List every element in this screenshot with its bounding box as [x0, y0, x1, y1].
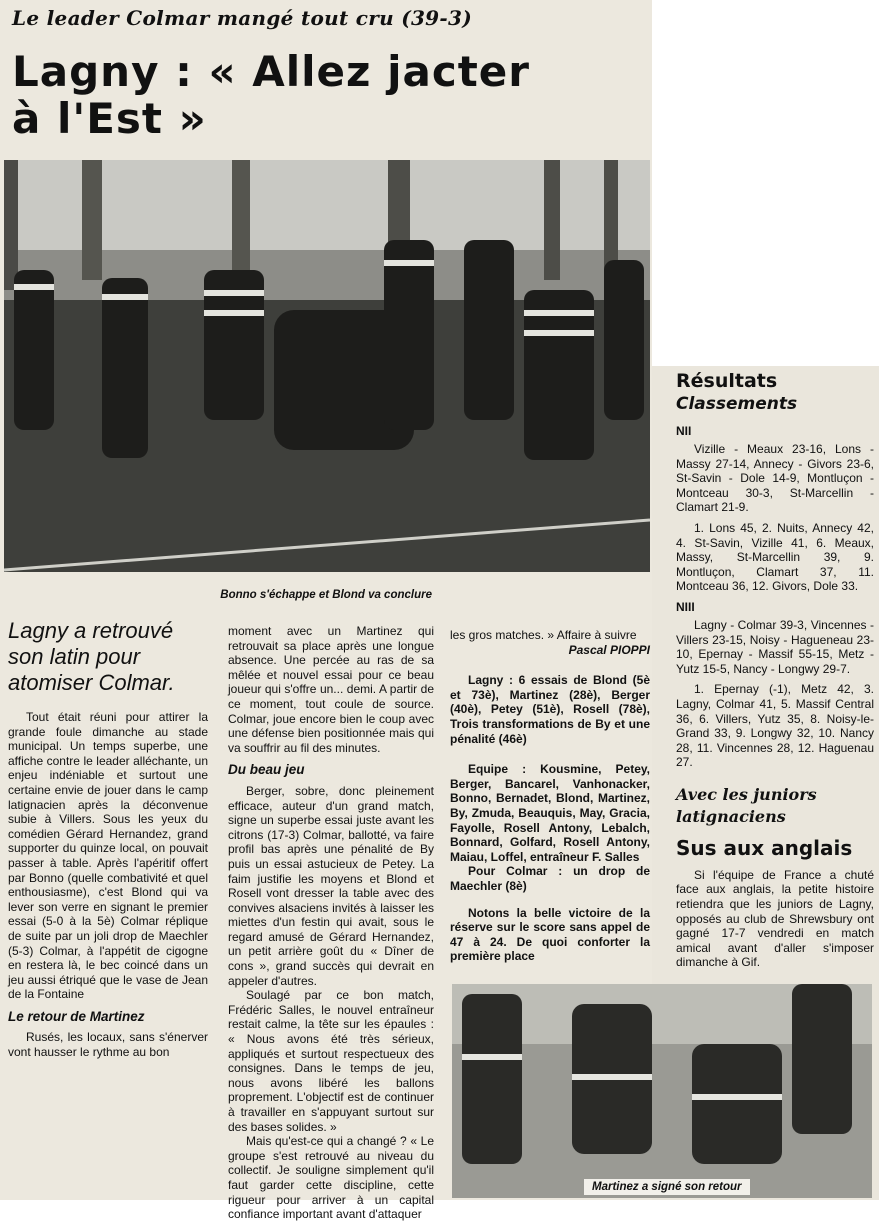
- col2-paragraph-1: moment avec un Martinez qui retrouvait sa place après une longue absence. Une percée au ras de sa mêlée et nouvel essai pour ce beau joueur qui s'offre un... demi. A partir de ce moment, tout coule de source. Colmar, joue encore bien le coup avec une défense bien positionnée mais qui va souffrir au fil des minutes.: [228, 624, 434, 755]
- ruck-scene-illustration: [452, 984, 872, 1198]
- article-column-3: [450, 628, 650, 964]
- headline-line-2: à l'Est »: [12, 94, 207, 143]
- photo-caption-2: Martinez a signé son retour: [584, 1179, 750, 1195]
- subhead-beau-jeu: Du beau jeu: [228, 762, 305, 778]
- subhead-retour-martinez: Le retour de Martinez: [8, 1008, 145, 1024]
- match-photo: [4, 160, 650, 572]
- niii-label: NIII: [676, 599, 695, 614]
- niii-results: Lagny - Colmar 39-3, Vincennes - Villers 23-15, Noisy - Hagueneau 23-10, Epernay - Massif 55-15, Metz - Yutz 15-5, Nancy - Longwy 29-7.: [676, 617, 874, 676]
- kicker-line: Le leader Colmar mangé tout cru (39-3): [12, 6, 472, 30]
- deck: Lagny a retrouvé son latin pour atomiser Colmar.: [8, 618, 175, 695]
- nii-results: Vizille - Meaux 23-16, Lons - Massy 27-14, Annecy - Givors 23-6, St-Savin - Dole 14-9, Montluçon - Montceau 30-3, St-Marcellin - Clamart 21-9.: [676, 442, 874, 515]
- col2-paragraph-2: Berger, sobre, donc pleinement efficace, auteur d'un grand match, signe un superbe essai juste avant les citrons (17-3) Colmar, ballotté, va faire profil bas après une pénalité de By puis un essai astucieux de Petey. La faim justifie les moyens et Blond et Rosell vont dresser la table avec des convives alsaciens invités à laisser les miettes d'un festin qui avait, sous le regard amusé de Gérard Hernandez, un petit arrière goût du « Dîner de cons », grand succès qui devrait en appeler d'autres.: [228, 783, 434, 988]
- col2-paragraph-3: Soulagé par ce bon match, Frédéric Salles, le nouvel entraîneur restait calme, la tête sur les épaules : « Nous avons été très sérieux, appliqués et surtout respectueux des consignes. Dans le temps de jeu, nous avons libéré les ballons proprement. L'objectif est de continuer à travailler en s'appuyant surtout sur des bases solides. »: [228, 988, 434, 1134]
- col1-paragraph-2: Rusés, les locaux, sans s'énerver vont hausser le rythme au bon: [8, 1030, 208, 1060]
- standings-title: Classements: [676, 394, 798, 414]
- juniors-text: Si l'équipe de France a chuté face aux anglais, la petite histoire retiendra que les juniors de Lagny, opposés au club de Shrewsbury ont gagné 17-7 vendredi en match amical avant d'aller s'imposer dimanche à Gif.: [676, 867, 874, 970]
- scorers-colmar: Pour Colmar : un drop de Maechler (8è): [450, 864, 650, 893]
- article-column-2: [228, 624, 434, 1222]
- juniors-title: Sus aux anglais: [676, 835, 853, 860]
- results-title: Résultats: [676, 370, 778, 392]
- col3-paragraph-1: les gros matches. » Affaire à suivre: [450, 628, 637, 642]
- team-lagny: Equipe : Kousmine, Petey, Berger, Bancarel, Vanhonacker, Bonno, Bernadet, Blond, Martinez, By, Zmuda, Beauquis, May, Gracia, Fayolle, Rosell Antony, Lebalch, Bonnard, Golfard, Rosell Antony, Maiau, Loffel, entraîneur F. Salles: [450, 762, 650, 864]
- headline-line-1: Lagny : « Allez jacter: [12, 47, 531, 96]
- reserve-note: Notons la belle victoire de la réserve sur le score sans appel de 47 à 24. De quoi conforter la première place: [450, 905, 650, 964]
- martinez-photo: [452, 984, 872, 1198]
- nii-standings: 1. Lons 45, 2. Nuits, Annecy 42, 4. St-Savin, Vizille 41, 6. Meaux, Massy, St-Marcellin 39, 9. Montluçon, Clamart 37, 11. Montceau 36, 12. Givors, Dole 33.: [676, 520, 874, 594]
- headline: [12, 48, 652, 142]
- col2-paragraph-4: Mais qu'est-ce qui a changé ? « Le groupe s'est retrouvé au niveau du collectif. Je souligne simplement qu'il faut garder cette discipline, cette rigueur pour arriver à un capital confiance important avant d'attaquer: [228, 1134, 434, 1222]
- scorers-lagny: Lagny : 6 essais de Blond (5è et 73è), Martinez (28è), Berger (40è), Petey (51è), Rosell (78è), Trois transformations de By et une pénalité (46è): [450, 673, 650, 746]
- nii-label: NII: [676, 424, 692, 438]
- article-column-1: [8, 618, 208, 1060]
- photo-caption-1: Bonno s'échappe et Blond va conclure: [220, 589, 432, 601]
- rugby-scene-illustration: [4, 160, 650, 572]
- niii-standings: 1. Epernay (-1), Metz 42, 3. Lagny, Colmar 41, 5. Massif Central 36, 6. Villers, Yutz 35, 8. Noisy-le-Grand 33, 9. Longwy 32, 10. Nancy 28, 11. Vincennes 28, 12. Haguenau 27.: [676, 682, 874, 770]
- juniors-kicker: Avec les juniors latignaciens: [676, 784, 817, 826]
- col1-paragraph-1: Tout était réuni pour attirer la grande foule dimanche au stade municipal. Un temps superbe, une affiche contre le leader alléchante, un enjeu indéniable et surtout une certaine envie de jouer dans le camp latignacien après la déconvenue subie à Villers. Sous les yeux du comédien Gérard Hernandez, grand supporter du quinze local, on pouvait passer à table. Après l'apéritif offert par Bonno (quelle combativité et quel enthousiasme), c'est Blond qui va lever son verre en signant le premier essai (5-0 à la 5è) Colmar réplique de suite par un joli drop de Maechler (5-3) Colmar, à l'appétit de cigogne en restera là, le bec coincé dans un jeu aussi étriqué que le vase de Jean de la Fontaine: [8, 710, 208, 1002]
- results-sidebar: [676, 370, 874, 976]
- byline: Pascal PIOPPI: [568, 642, 650, 657]
